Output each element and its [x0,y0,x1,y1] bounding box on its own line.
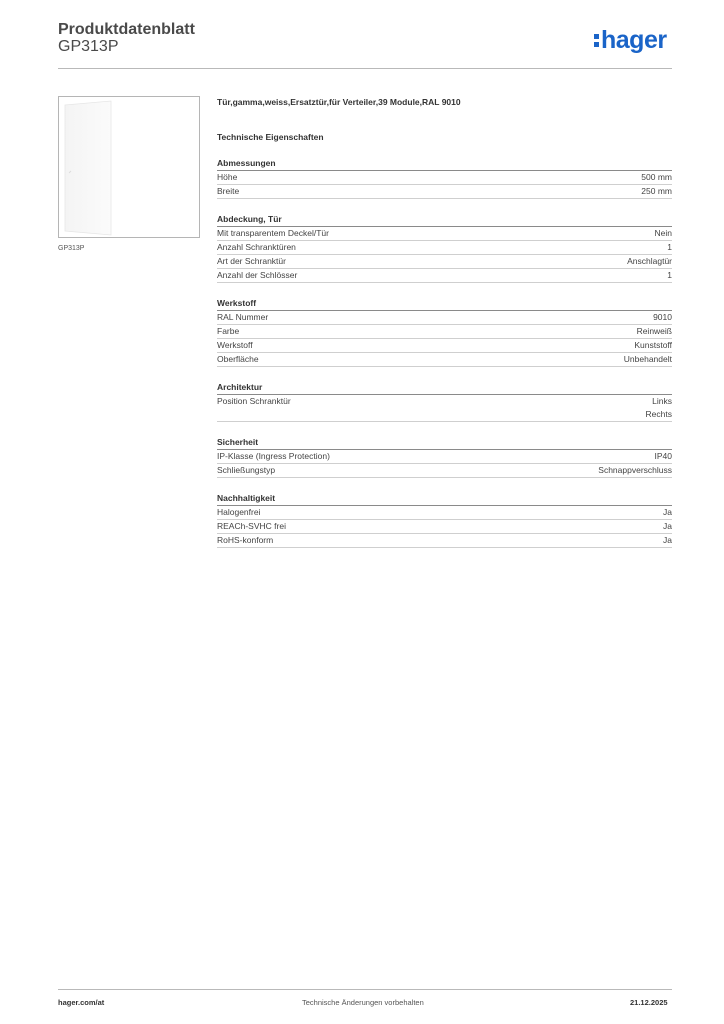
spec-value-group [637,325,672,338]
spec-value-group [655,450,673,463]
spec-label: Mit transparentem Deckel/Tür [217,228,329,238]
spec-value-group [641,171,672,184]
spec-value: Kunststoff [634,340,672,350]
spec-value: Reinweiß [636,326,672,336]
spec-row [217,520,672,534]
spec-row [217,534,672,548]
spec-label: Oberfläche [217,354,259,364]
spec-value-group [627,255,672,268]
page-title: Produktdatenblatt [58,21,195,38]
hager-logo [594,28,667,53]
spec-row [217,464,672,478]
spec-sections [217,157,672,548]
product-code: GP313P [58,38,119,55]
product-description: Tür,gamma,weiss,Ersatztür,für Verteiler,39 Module,RAL 9010 [217,97,461,107]
spec-section [217,157,672,199]
product-image [58,96,200,238]
spec-row [217,353,672,367]
spec-value-group [641,185,672,198]
spec-value-group [634,339,672,352]
spec-row [217,227,672,241]
spec-label: REACh-SVHC frei [217,521,286,531]
spec-content [217,96,672,548]
logo-text: hager [601,26,667,54]
spec-row [217,339,672,353]
spec-row [217,506,672,520]
spec-value: 9010 [653,312,672,322]
section-heading: Werkstoff [217,297,672,311]
image-caption: GP313P [58,245,85,252]
spec-value: Rechts [645,409,672,419]
section-heading: Architektur [217,381,672,395]
spec-section [217,297,672,367]
spec-label: Farbe [217,326,240,336]
spec-section [217,381,672,422]
spec-row [217,185,672,199]
spec-label: Anzahl der Schlösser [217,270,298,280]
spec-value: Nein [654,228,672,238]
spec-label: RoHS-konform [217,535,274,545]
spec-label: Werkstoff [217,340,253,350]
spec-row [217,450,672,464]
spec-value-group [655,227,672,240]
footer-date: 21.12.2025 [630,998,668,1007]
footer-website: hager.com/at [58,998,105,1007]
footer-notice: Technische Änderungen vorbehalten [302,998,424,1007]
spec-label: Halogenfrei [217,507,261,517]
spec-row [217,311,672,325]
spec-value: Schnappverschluss [598,465,672,475]
spec-row [217,241,672,255]
section-heading: Abdeckung, Tür [217,213,672,227]
spec-value-group [646,395,672,421]
spec-value: 1 [667,270,672,280]
section-heading: Nachhaltigkeit [217,492,672,506]
spec-label: RAL Nummer [217,312,269,322]
spec-value-group [667,269,672,282]
spec-section [217,492,672,548]
spec-value-group [663,520,672,533]
spec-row [217,255,672,269]
spec-value: Anschlagtür [627,256,672,266]
spec-value: 250 mm [641,186,672,196]
spec-value: Unbehandelt [623,354,672,364]
spec-row [217,395,672,422]
spec-value: 500 mm [641,172,672,182]
spec-value-group [667,241,672,254]
spec-label: Schließungstyp [217,465,276,475]
spec-row [217,171,672,185]
spec-label: Breite [217,186,240,196]
spec-row [217,325,672,339]
spec-value: Ja [663,507,672,517]
spec-value-group [663,506,672,519]
spec-label: Höhe [217,172,238,182]
footer-divider [58,989,672,990]
spec-value-group [624,353,672,366]
spec-label: Anzahl Schranktüren [217,242,296,252]
spec-value-group [598,464,672,477]
header-divider [58,68,672,69]
spec-label: Position Schranktür [217,396,291,406]
spec-value: Ja [663,521,672,531]
spec-value-group [663,534,672,547]
spec-label: Art der Schranktür [217,256,286,266]
spec-value: IP40 [654,451,672,461]
spec-section [217,213,672,283]
spec-row [217,269,672,283]
spec-section [217,436,672,478]
section-heading: Sicherheit [217,436,672,450]
spec-value: Ja [663,535,672,545]
section-heading: Abmessungen [217,157,672,171]
technical-properties-heading: Technische Eigenschaften [217,132,324,142]
spec-value: 1 [667,242,672,252]
spec-label: IP-Klasse (Ingress Protection) [217,451,330,461]
logo-dots-icon [594,28,599,50]
spec-value-group [653,311,672,324]
spec-value: Links [652,396,672,406]
